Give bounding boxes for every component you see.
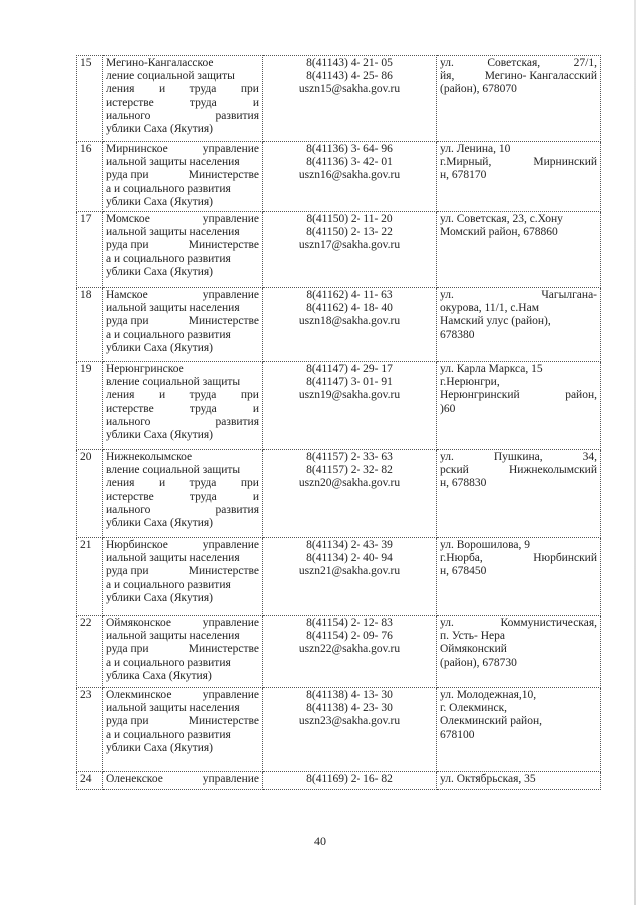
table-row	[77, 616, 601, 688]
phone-number: 8(41143) 4- 25- 86	[306, 70, 393, 83]
office-name-line	[106, 329, 259, 342]
office-name-word: труда	[189, 477, 217, 490]
address-word: г.Нерюнгри,	[440, 376, 500, 389]
address-word: 34,	[582, 451, 597, 463]
address-word: ул. Октябрьская, 35	[440, 773, 536, 785]
contact-cell	[263, 56, 437, 142]
office-name-line	[106, 416, 259, 429]
office-name-word: иального	[106, 109, 151, 122]
address-line	[440, 389, 597, 402]
address-word: Намский улус (район),	[440, 315, 551, 328]
office-name-line	[106, 123, 259, 136]
address-word: г.Нюрба,	[440, 552, 483, 565]
address-cell	[437, 450, 601, 538]
office-name-word: управление	[202, 289, 259, 301]
email-address: uszn23@sakha.gov.ru	[298, 715, 401, 728]
office-name-word: иального	[106, 415, 151, 428]
office-name-line	[106, 773, 259, 786]
office-name-word: а и социального развития	[106, 728, 231, 741]
address-line	[440, 169, 597, 182]
address-word: ул. Ворошилова, 9	[440, 539, 531, 551]
contact-cell	[263, 142, 437, 212]
address-word: ул.	[440, 451, 454, 463]
office-name-line	[106, 196, 259, 209]
address-line	[440, 773, 597, 786]
scan-page-edge	[634, 0, 636, 905]
office-name-line	[106, 266, 259, 279]
address-line	[440, 451, 597, 464]
office-name-line	[106, 342, 259, 355]
office-name-line	[106, 97, 259, 110]
table-row	[77, 212, 601, 288]
office-name-word: труда	[189, 96, 217, 109]
office-name-word: истерстве	[106, 402, 154, 415]
address-line	[440, 57, 597, 70]
row-number: 17	[80, 213, 92, 225]
contact-cell	[263, 616, 437, 688]
phone-number: 8(41143) 4- 21- 05	[306, 57, 393, 69]
address-word: 27/1,	[573, 57, 597, 69]
office-name-line	[106, 670, 259, 683]
row-number: 20	[80, 451, 92, 463]
address-line	[440, 539, 597, 552]
office-name-line	[106, 657, 259, 670]
row-number: 22	[80, 617, 92, 629]
office-name-word: управление	[202, 617, 259, 629]
office-name-word: ублики Саха (Якутия)	[106, 195, 213, 208]
office-name-word: и	[158, 83, 166, 96]
address-word: Пушкина,	[493, 451, 543, 463]
row-number: 19	[80, 363, 92, 375]
office-name-word: труда	[189, 490, 217, 503]
address-cell	[437, 362, 601, 450]
address-word: н, 678450	[440, 565, 487, 578]
row-number-cell	[77, 772, 103, 790]
address-line	[440, 464, 597, 477]
office-name-word: руда при	[106, 239, 149, 252]
office-name-word: Нюрбинское	[106, 539, 168, 551]
office-name-line	[106, 315, 259, 328]
office-name-word: ублика Саха (Якутия)	[106, 669, 212, 682]
address-word: п. Усть- Нера	[440, 630, 506, 643]
office-name-word: Намское	[106, 289, 148, 301]
office-name-cell	[103, 616, 263, 688]
office-name-line	[106, 143, 259, 156]
table-row	[77, 142, 601, 212]
office-name-word: Момское	[106, 213, 150, 225]
office-name-cell	[103, 212, 263, 288]
office-name-word: иальной защиты населения	[106, 156, 240, 169]
office-name-line	[106, 565, 259, 578]
office-name-line	[106, 226, 259, 239]
office-name-word: Мегино-Кангаласское	[106, 57, 214, 69]
office-name-line	[106, 689, 259, 702]
office-name-word: и	[252, 402, 259, 415]
address-word: г. Олекминск,	[440, 702, 508, 715]
office-name-word: истерстве	[106, 490, 154, 503]
email-address: uszn15@sakha.gov.ru	[298, 83, 401, 96]
office-name-word: иального	[106, 503, 151, 516]
office-name-line	[106, 451, 259, 464]
contact-cell	[263, 450, 437, 538]
email-address: uszn20@sakha.gov.ru	[298, 477, 401, 490]
address-word: ул.	[440, 617, 454, 629]
office-name-word: управление	[202, 773, 259, 785]
table-row	[77, 688, 601, 772]
address-line	[440, 156, 597, 169]
phone-number: 8(41150) 2- 11- 20	[306, 213, 393, 225]
office-name-word: иальной защиты населения	[106, 702, 240, 715]
office-name-line	[106, 742, 259, 755]
address-word: 678380	[440, 328, 475, 341]
phone-number: 8(41157) 2- 33- 63	[306, 451, 393, 463]
address-word: окурова, 11/1, с.Нам	[440, 302, 539, 315]
office-name-word: руда при	[106, 643, 149, 656]
email-address: uszn21@sakha.gov.ru	[298, 565, 401, 578]
phone-number: 8(41157) 2- 32- 82	[306, 464, 393, 477]
address-word: район,	[565, 389, 597, 402]
phone-number: 8(41136) 3- 64- 96	[306, 143, 393, 155]
office-name-line	[106, 389, 259, 402]
address-word: ул. Молодежная,10,	[440, 689, 537, 701]
office-name-word: а и социального развития	[106, 328, 231, 341]
row-number-cell	[77, 362, 103, 450]
office-name-line	[106, 715, 259, 728]
address-word: ул. Советская, 23, с.Хону	[440, 213, 563, 225]
office-name-line	[106, 289, 259, 302]
address-cell	[437, 688, 601, 772]
email-address: uszn18@sakha.gov.ru	[298, 315, 401, 328]
office-name-cell	[103, 288, 263, 362]
address-word: (район), 678730	[440, 656, 517, 669]
phone-number: 8(41147) 3- 01- 91	[306, 376, 393, 389]
office-name-cell	[103, 688, 263, 772]
row-number: 15	[80, 57, 92, 69]
office-name-word: управление	[202, 213, 259, 225]
office-name-word: Олекминское	[106, 689, 172, 701]
row-number-cell	[77, 616, 103, 688]
office-name-word: а и социального развития	[106, 656, 231, 669]
table-row	[77, 362, 601, 450]
office-name-word: Министерстве	[188, 715, 259, 728]
address-word: Оймяконский	[440, 643, 507, 656]
phone-number: 8(41150) 2- 13- 22	[306, 226, 393, 239]
office-name-line	[106, 464, 259, 477]
office-name-word: руда при	[106, 715, 149, 728]
address-word: н, 678830	[440, 477, 487, 490]
address-line	[440, 363, 597, 376]
office-name-word: руда при	[106, 315, 149, 328]
table-row	[77, 288, 601, 362]
office-name-word: ублики Саха (Якутия)	[106, 265, 213, 278]
row-number: 23	[80, 689, 92, 701]
email-address: uszn17@sakha.gov.ru	[298, 239, 401, 252]
office-name-word: ублики Саха (Якутия)	[106, 123, 213, 136]
contact-cell	[263, 362, 437, 450]
office-name-line	[106, 539, 259, 552]
office-name-word: управление	[202, 143, 259, 155]
address-cell	[437, 142, 601, 212]
office-name-word: иальной защиты населения	[106, 630, 240, 643]
address-line	[440, 289, 597, 302]
office-name-word: Оленекское	[106, 773, 163, 785]
office-name-line	[106, 552, 259, 565]
office-name-word: труда	[189, 83, 217, 96]
address-line	[440, 702, 597, 715]
row-number: 16	[80, 143, 92, 155]
contact-cell	[263, 772, 437, 790]
office-name-word: иальной защиты населения	[106, 302, 240, 315]
office-name-word: вление социальной защиты	[106, 464, 241, 477]
phone-number: 8(41169) 2- 16- 82	[306, 773, 393, 785]
address-word: 678100	[440, 728, 475, 741]
address-word: Коммунистическая,	[500, 617, 597, 629]
office-name-line	[106, 643, 259, 656]
office-name-word: Нижнеколымское	[106, 451, 193, 463]
address-cell	[437, 288, 601, 362]
office-name-line	[106, 477, 259, 490]
phone-number: 8(41162) 4- 11- 63	[306, 289, 393, 301]
address-line	[440, 617, 597, 630]
row-number-cell	[77, 688, 103, 772]
office-name-line	[106, 110, 259, 123]
office-name-word: ление социальной защиты	[106, 70, 235, 83]
address-line	[440, 315, 597, 328]
office-name-word: иальной защиты населения	[106, 226, 240, 239]
address-line	[440, 403, 597, 416]
office-name-line	[106, 253, 259, 266]
table-row	[77, 538, 601, 616]
office-name-word: ления	[106, 477, 135, 490]
phone-number: 8(41138) 4- 13- 30	[306, 689, 393, 701]
office-name-cell	[103, 362, 263, 450]
address-word: Мегино- Кангаласский	[484, 70, 597, 83]
office-name-line	[106, 183, 259, 196]
address-cell	[437, 772, 601, 790]
address-word: рский	[440, 464, 469, 477]
office-name-word: труда	[189, 402, 217, 415]
office-name-line	[106, 156, 259, 169]
office-name-line	[106, 630, 259, 643]
office-name-word: Министерстве	[188, 169, 259, 182]
office-name-word: а и социального развития	[106, 182, 231, 195]
email-address: uszn22@sakha.gov.ru	[298, 643, 401, 656]
office-name-line	[106, 517, 259, 530]
phone-number: 8(41162) 4- 18- 40	[306, 302, 393, 315]
office-name-word: и	[252, 96, 259, 109]
office-name-line	[106, 169, 259, 182]
office-name-word: вление социальной защиты	[106, 376, 241, 389]
address-line	[440, 70, 597, 83]
address-word: ул. Ленина, 10	[440, 143, 511, 155]
address-cell	[437, 212, 601, 288]
office-name-line	[106, 403, 259, 416]
address-cell	[437, 56, 601, 142]
office-name-word: управление	[202, 539, 259, 551]
office-name-line	[106, 83, 259, 96]
email-address: uszn16@sakha.gov.ru	[298, 169, 401, 182]
office-name-word: а и социального развития	[106, 578, 231, 591]
address-cell	[437, 616, 601, 688]
address-line	[440, 477, 597, 490]
office-name-line	[106, 363, 259, 376]
office-name-word: Министерстве	[188, 239, 259, 252]
address-line	[440, 729, 597, 742]
office-name-cell	[103, 538, 263, 616]
address-word: Нюрбинский	[533, 552, 597, 565]
address-word: ул.	[440, 57, 454, 69]
office-name-word: и	[158, 389, 166, 402]
office-name-word: ублики Саха (Якутия)	[106, 429, 213, 442]
office-name-word: управление	[202, 689, 259, 701]
address-word: )60	[440, 402, 456, 415]
address-word: (район), 678070	[440, 83, 517, 96]
contacts-table	[76, 55, 601, 790]
address-line	[440, 376, 597, 389]
address-line	[440, 657, 597, 670]
office-name-cell	[103, 142, 263, 212]
office-name-word: Министерстве	[188, 315, 259, 328]
office-name-line	[106, 302, 259, 315]
address-word: Олекминский район,	[440, 715, 542, 728]
office-name-word: ублики Саха (Якутия)	[106, 741, 213, 754]
office-name-line	[106, 376, 259, 389]
office-name-word: ления	[106, 83, 135, 96]
address-line	[440, 715, 597, 728]
address-line	[440, 213, 597, 226]
office-name-word: ублики Саха (Якутия)	[106, 341, 213, 354]
office-name-line	[106, 504, 259, 517]
office-name-word: при	[240, 477, 259, 490]
row-number: 24	[80, 773, 92, 785]
office-name-word: развития	[215, 415, 259, 428]
row-number: 21	[80, 539, 92, 551]
address-cell	[437, 538, 601, 616]
address-line	[440, 83, 597, 96]
office-name-line	[106, 491, 259, 504]
row-number-cell	[77, 538, 103, 616]
address-line	[440, 643, 597, 656]
address-line	[440, 302, 597, 315]
address-line	[440, 552, 597, 565]
office-name-line	[106, 213, 259, 226]
row-number-cell	[77, 142, 103, 212]
office-name-line	[106, 579, 259, 592]
address-word: Момский район, 678860	[440, 226, 558, 239]
email-address: uszn19@sakha.gov.ru	[298, 389, 401, 402]
office-name-line	[106, 702, 259, 715]
office-name-line	[106, 57, 259, 70]
office-name-word: руда при	[106, 169, 149, 182]
address-line	[440, 226, 597, 239]
phone-number: 8(41138) 4- 23- 30	[306, 702, 393, 715]
office-name-line	[106, 592, 259, 605]
office-name-cell	[103, 450, 263, 538]
row-number-cell	[77, 288, 103, 362]
address-line	[440, 565, 597, 578]
office-name-word: ублики Саха (Якутия)	[106, 591, 213, 604]
row-number: 18	[80, 289, 92, 301]
office-name-word: развития	[215, 109, 259, 122]
office-name-word: развития	[215, 503, 259, 516]
office-name-word: Министерстве	[188, 565, 259, 578]
address-word: Мирнинский	[533, 156, 597, 169]
phone-number: 8(41147) 4- 29- 17	[306, 363, 393, 375]
office-name-word: Мирнинское	[106, 143, 168, 155]
contact-cell	[263, 538, 437, 616]
phone-number: 8(41134) 2- 40- 94	[306, 552, 393, 565]
contact-cell	[263, 688, 437, 772]
office-name-word: труда	[189, 389, 217, 402]
office-name-cell	[103, 772, 263, 790]
row-number-cell	[77, 56, 103, 142]
office-name-word: руда при	[106, 565, 149, 578]
office-name-line	[106, 617, 259, 630]
table-body	[77, 56, 601, 790]
row-number-cell	[77, 212, 103, 288]
office-name-line	[106, 729, 259, 742]
address-word: Чагылгана-	[541, 289, 597, 301]
office-name-word: ублики Саха (Якутия)	[106, 517, 213, 530]
phone-number: 8(41134) 2- 43- 39	[306, 539, 393, 551]
office-name-word: Министерстве	[188, 643, 259, 656]
address-word: Нижнеколымский	[508, 464, 597, 477]
office-name-cell	[103, 56, 263, 142]
office-name-word: а и социального развития	[106, 252, 231, 265]
address-word: н, 678170	[440, 169, 487, 182]
address-word: йя,	[440, 70, 455, 83]
office-name-word: и	[158, 477, 166, 490]
address-line	[440, 329, 597, 342]
row-number-cell	[77, 450, 103, 538]
address-word: Советская,	[487, 57, 541, 69]
table-row	[77, 56, 601, 142]
table-row	[77, 772, 601, 790]
phone-number: 8(41136) 3- 42- 01	[306, 156, 393, 169]
address-line	[440, 143, 597, 156]
address-word: Нерюнгринский	[440, 389, 520, 402]
office-name-line	[106, 429, 259, 442]
address-word: ул.	[440, 289, 454, 301]
phone-number: 8(41154) 2- 12- 83	[306, 617, 393, 629]
office-name-word: Нерюнгринское	[106, 363, 184, 375]
office-name-line	[106, 239, 259, 252]
office-name-word: иальной защиты населения	[106, 552, 240, 565]
office-name-line	[106, 70, 259, 83]
contact-cell	[263, 288, 437, 362]
office-name-word: Оймяконское	[106, 617, 172, 629]
office-name-word: при	[240, 83, 259, 96]
address-line	[440, 689, 597, 702]
office-name-word: истерстве	[106, 96, 154, 109]
table-row	[77, 450, 601, 538]
office-name-word: при	[240, 389, 259, 402]
address-line	[440, 630, 597, 643]
office-name-word: и	[252, 490, 259, 503]
address-word: г.Мирный,	[440, 156, 492, 169]
phone-number: 8(41154) 2- 09- 76	[306, 630, 393, 643]
contact-cell	[263, 212, 437, 288]
office-name-word: ления	[106, 389, 135, 402]
address-word: ул. Карла Маркса, 15	[440, 363, 543, 375]
page-number: 40	[314, 834, 326, 848]
